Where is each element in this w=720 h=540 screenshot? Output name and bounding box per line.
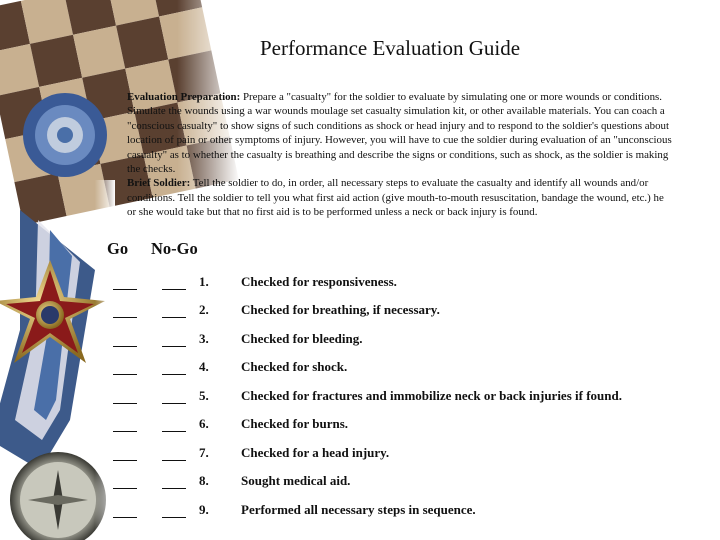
step-number: 9. [199,502,209,517]
nogo-blank[interactable] [162,289,186,290]
instructions-block [127,90,675,220]
checklist-row [0,473,720,493]
go-blank[interactable] [113,431,137,432]
nogo-blank[interactable] [162,460,186,461]
step-text: Checked for fractures and immobilize neck or back injuries if found. [241,388,622,403]
go-blank[interactable] [113,460,137,461]
go-blank[interactable] [113,517,137,518]
checklist-row [0,359,720,379]
nogo-blank[interactable] [162,517,186,518]
checklist-row [0,388,720,408]
nogo-blank[interactable] [162,431,186,432]
step-text: Checked for bleeding. [241,331,363,346]
go-blank[interactable] [113,346,137,347]
checklist-row [0,416,720,436]
nogo-blank[interactable] [162,403,186,404]
go-blank[interactable] [113,317,137,318]
nogo-column-header: No-Go [151,239,198,258]
brief-soldier-label: Brief Soldier: [127,177,191,190]
go-column-header: Go [107,239,129,258]
step-text: Checked for burns. [241,416,349,431]
checklist-row [0,274,720,294]
step-text: Sought medical aid. [241,473,351,488]
step-text: Checked for responsiveness. [241,274,397,289]
nogo-blank[interactable] [162,488,186,489]
go-blank[interactable] [113,289,137,290]
step-number: 2. [199,302,209,317]
checklist-row [0,502,720,522]
step-number: 4. [199,359,209,374]
step-text: Checked for shock. [241,359,348,374]
step-number: 1. [199,274,209,289]
step-text: Checked for a head injury. [241,445,390,460]
checklist-row [0,445,720,465]
step-text: Performed all necessary steps in sequence. [241,502,476,517]
go-blank[interactable] [113,403,137,404]
step-number: 7. [199,445,209,460]
nogo-blank[interactable] [162,374,186,375]
checklist-row [0,331,720,351]
go-blank[interactable] [113,488,137,489]
evaluation-preparation-text: Prepare a "casualty" for the soldier to evaluate by simulating one or more wounds or conditions. Simulate the wounds using a war wounds moulage set casualty simulation kit, or other available materials. You can coach a "conscious casualty" to show signs of such conditions as shock or head injury and to respond to the soldier's questions about location of pain or other symptoms of injury. However, you will have to cue the soldier during evaluation of an "unconscious casualty" as to whether the casualty is breathing and describe the signs or conditions, such as shock, as the soldier is making the checks. [127,91,672,176]
checklist-row [0,302,720,322]
step-text: Checked for breathing, if necessary. [241,302,440,317]
step-number: 8. [199,473,209,488]
step-number: 6. [199,416,209,431]
evaluation-preparation-label: Evaluation Preparation: [127,91,241,103]
brief-soldier-text: Tell the soldier to do, in order, all necessary steps to evaluate the casualty and identify all wounds and/or conditions. Tell the soldier to tell you what first aid action (give mouth-to-mouth resuscitation, bandage the wound, etc.) he or she would take but that no first aid is to be performed unless a neck or back injury is found. [127,177,664,219]
nogo-blank[interactable] [162,317,186,318]
go-blank[interactable] [113,374,137,375]
step-number: 5. [199,388,209,403]
step-number: 3. [199,331,209,346]
rosette-medal [23,93,107,177]
nogo-blank[interactable] [162,346,186,347]
page-title: Performance Evaluation Guide [259,36,521,60]
